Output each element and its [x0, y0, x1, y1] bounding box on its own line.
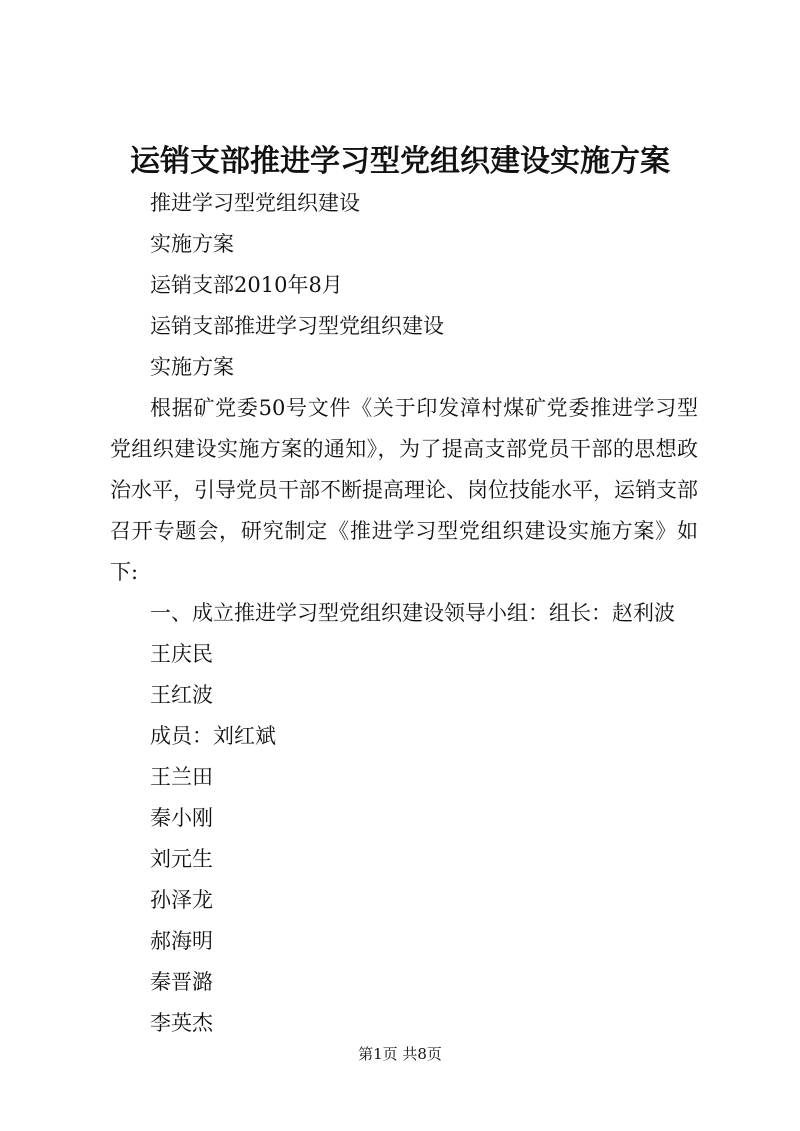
member-name: 孙泽龙	[150, 888, 213, 912]
member-name: 秦晋潞	[150, 970, 213, 994]
members-label: 成员：刘红斌	[150, 724, 276, 748]
body-paragraph: 根据矿党委50号文件《关于印发漳村煤矿党委推进学习型党组织建设实施方案的通知》，为了提高支部党员干部的思想政治水平，引导党员干部不断提高理论、岗位技能水平，运销支部召开专题会，研究制定《推进学习型党组织建设实施方案》如下:	[110, 396, 698, 584]
text-line: 实施方案	[150, 232, 234, 256]
document-body	[110, 183, 698, 1044]
member-name: 王庆民	[150, 642, 213, 666]
text-line: 运销支部2010年8月	[150, 273, 343, 297]
document-title: 运销支部推进学习型党组织建设实施方案	[130, 144, 670, 179]
member-name: 李英杰	[150, 1011, 213, 1035]
member-name: 郝海明	[150, 929, 213, 953]
member-name: 王兰田	[150, 765, 213, 789]
member-name: 王红波	[150, 683, 213, 707]
text-line: 一、成立推进学习型党组织建设领导小组：组长：赵利波	[150, 601, 675, 625]
text-line: 运销支部推进学习型党组织建设	[150, 314, 444, 338]
member-name: 刘元生	[150, 847, 213, 871]
member-name: 秦小刚	[150, 806, 213, 830]
text-line: 推进学习型党组织建设	[150, 191, 360, 215]
text-line: 实施方案	[150, 355, 234, 379]
page-footer: 第1页 共8页	[358, 1045, 442, 1063]
